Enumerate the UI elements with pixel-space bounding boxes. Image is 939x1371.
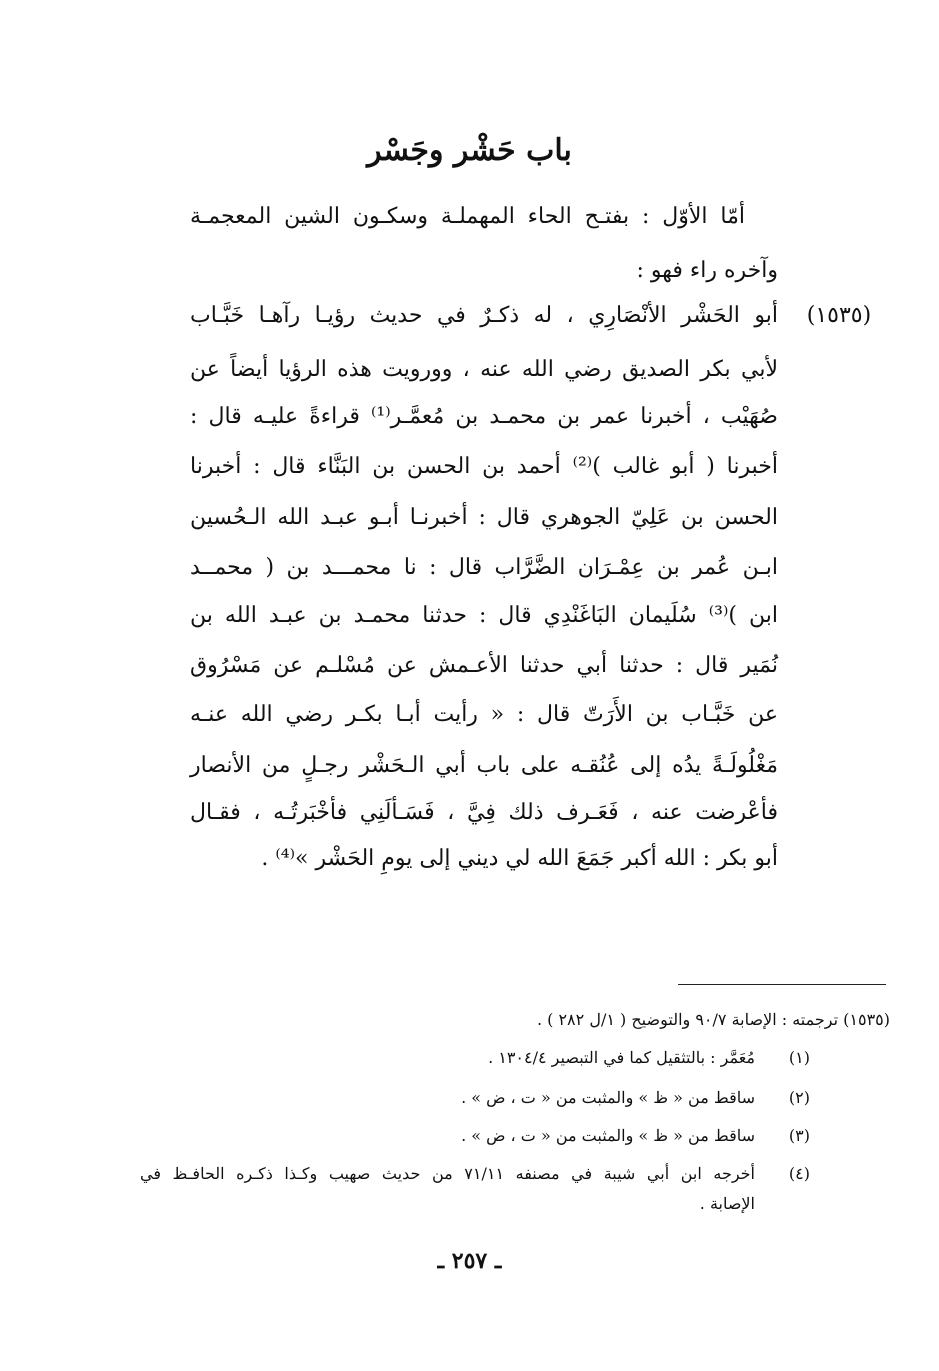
- footnote-number: (٢): [788, 1088, 810, 1107]
- entry-line: الحسن بن عَلِيّ الجوهري قال : أخبرنـا أبـو عبـد الله الـحُسين: [190, 505, 778, 530]
- entry-line: صُهَيْب ، أخبرنا عمر بن محمـد بن مُعمَّـر⁽¹⁾ قراءةً عليـه قال :: [190, 404, 778, 429]
- footnote-text: ساقط من « ظ » والمثبت من « ت ، ض » .: [461, 1088, 755, 1107]
- chapter-title: باب حَشْر وجَسْر: [367, 133, 572, 168]
- entry-line: نُمَير قال : حدثنا أبي حدثنا الأعـمش عن مُسْلـم عن مَسْرُوق: [190, 653, 778, 678]
- footnote-main: (١٥٣٥) ترجمته : الإصابة ٩٠/٧ والتوضيح ( ١/ل ٢٨٢ ) .: [536, 1010, 890, 1029]
- entry-line: ابـن عُمر بن عِمْـرَان الضَّرَّاب قال : نا محمـــد بن ( محمــد: [190, 555, 778, 580]
- footnote-number: (١): [788, 1048, 810, 1067]
- intro-line: أمّا الأوّل : بفتـح الحاء المهملـة وسكـون الشين المعجمـة: [190, 204, 745, 229]
- footnote-text: أخرجه ابن أبي شيبة في مصنفه ٧١/١١ من حديث صهيب وكـذا ذكـره الحافـظ في: [140, 1164, 756, 1183]
- footnote-number: (٣): [788, 1126, 810, 1145]
- footnote-text: مُعَمَّر : بالتثقيل كما في التبصير ١٣٠٤/٤ .: [488, 1048, 755, 1067]
- entry-number: (١٥٣٥): [806, 303, 872, 328]
- entry-line: مَغْلُولَـةً يدُه إلى عُنُقـه على باب أبي الـحَشْر رجـلٍ من الأنصار: [190, 753, 778, 778]
- footnote-text: ساقط من « ظ » والمثبت من « ت ، ض » .: [461, 1126, 755, 1145]
- entry-line: ابن )⁽³⁾ سُلَيمان البَاغَنْدِي قال : حدثنا محمـد بن عبـد الله بن: [190, 603, 778, 628]
- page-number: ـ ٢٥٧ ـ: [437, 1248, 502, 1274]
- entry-line: عن خَبَّـاب بن الأَرَتّ قال : « رأيت أبـا بكـر رضي الله عنـه: [190, 702, 778, 727]
- entry-line: أبو بكر : الله أكبر جَمَعَ الله لي ديني إلى يومِ الحَشْر »⁽⁴⁾ .: [261, 846, 778, 871]
- footnote-separator: [678, 984, 886, 985]
- entry-line: فأعْرضت عنه ، فَعَـرف ذلك فِيَّ ، فَسَـألَنِي فأخْبَرتُـه ، فقـال: [190, 800, 778, 825]
- entry-line: أخبرنا ( أبو غالب )⁽²⁾ أحمد بن الحسن بن البَنَّاء قال : أخبرنا: [190, 454, 778, 479]
- intro-line: وآخره راء فهو :: [636, 258, 778, 283]
- entry-line: لأبي بكر الصديق رضي الله عنه ، وورويت هذه الرؤيا أيضاً عن: [190, 357, 778, 382]
- footnote-text: الإصابة .: [699, 1194, 755, 1213]
- footnote-number: (٤): [788, 1164, 810, 1183]
- entry-line: أبو الحَشْر الأنْصَارِي ، له ذكـرٌ في حديث رؤيـا رآهـا خَبَّـاب: [190, 303, 778, 328]
